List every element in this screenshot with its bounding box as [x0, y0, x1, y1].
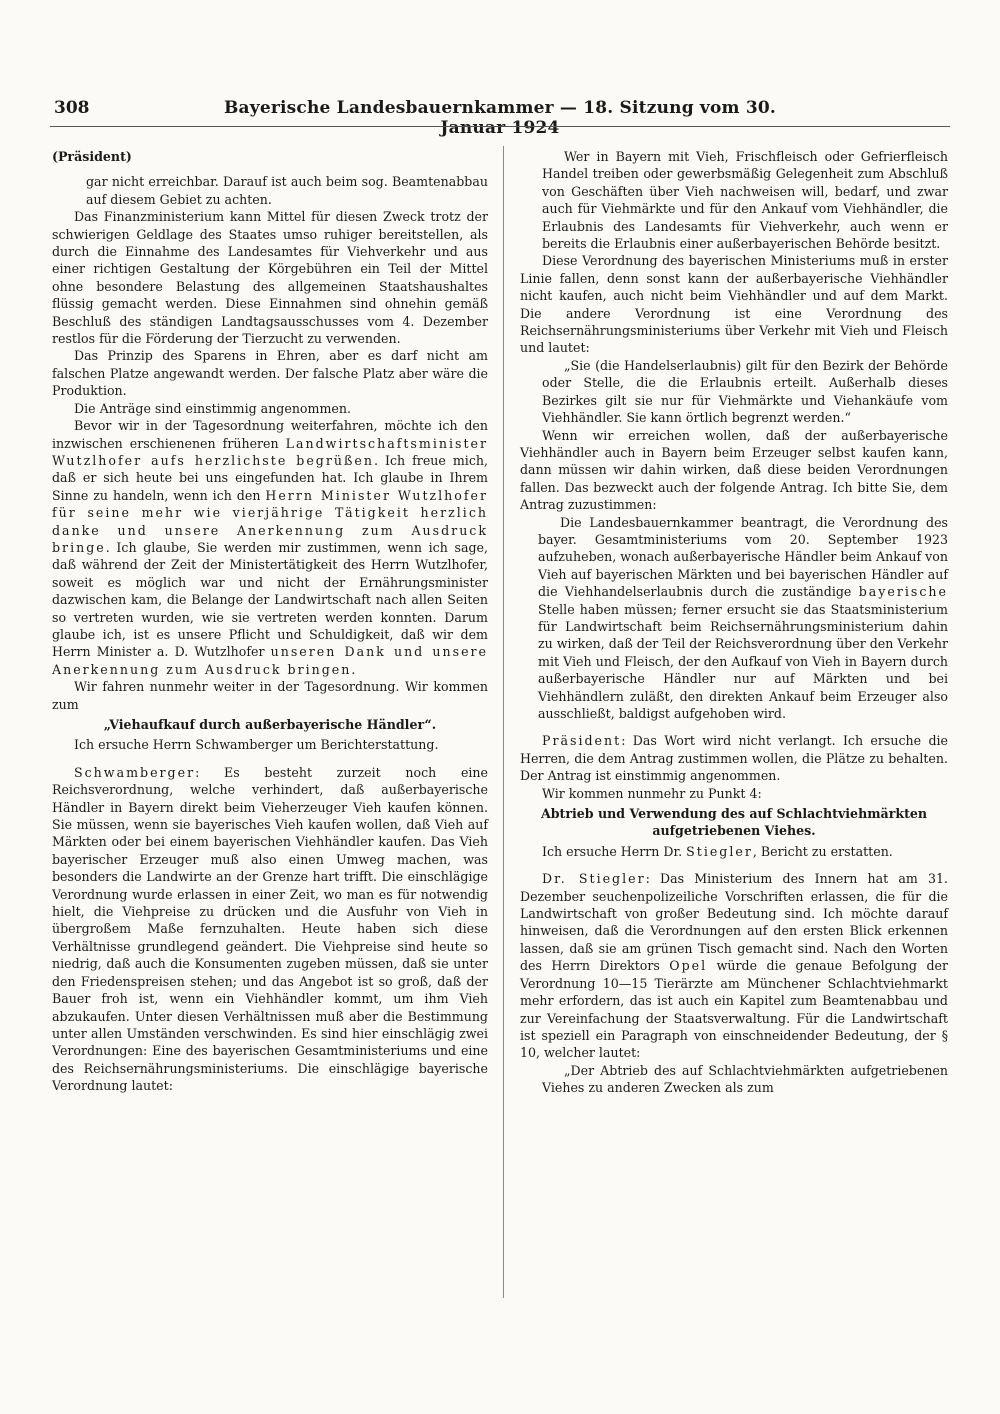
text-run: würde die genaue Befolgung der Verordnung 10—15 Tierärzte am Münchener Schlachtviehmarkt mehr erfordern, das ist auch ein Kapitel zum Beamtenabbau und zur Vereinfachung der Staatsverwaltung. Für die Landwirtschaft ist speziell ein Paragraph von einschneidender Bedeutung, der § 10, welcher lautet:	[520, 958, 948, 1061]
right-column	[520, 148, 948, 1097]
quoted-ordinance: Wer in Bayern mit Vieh, Frischfleisch oder Gefrierfleisch Handel treiben oder gewerbsmäßig Gelegenheit zum Abschluß von Geschäften über Vieh nachweisen will, bedarf, und zwar auch für Viehmärkte und für den Ankauf vom Viehhändler, die Erlaubnis des Landesamts für Viehverkehr, auch wenn er bereits die Erlaubnis einer außerbayerischen Behörde besitzt.	[542, 149, 948, 252]
motion-text	[520, 514, 948, 723]
text-run: Die Landesbauernkammer beantragt, die Verordnung des bayer. Gesamtministeriums vom 20. September 1923 aufzuheben, wonach außerbayerische Händler beim Ankauf von Vieh auf bayerischen Märkten und bei bayerischen Händler auf die Viehhandelserlaubnis durch die zuständige	[538, 514, 948, 600]
page-number: 308	[54, 98, 90, 118]
quoted-paragraph: „Der Abtrieb des auf Schlachtviehmärkten aufgetriebenen Viehes zu anderen Zwecken als zum	[542, 1062, 948, 1096]
speaker-tag: (Präsident)	[52, 149, 132, 164]
paragraph-speech	[520, 732, 948, 784]
paragraph: Wir kommen nunmehr zu Punkt 4:	[542, 785, 762, 801]
paragraph: Die Anträge sind einstimmig angenommen.	[74, 400, 351, 416]
quoted-ordinance: „Sie (die Handelserlaubnis) gilt für den Bezirk der Behörde oder Stelle, die die Erlaubnis erteilt. Außerhalb dieses Bezirkes gilt sie nur für Viehmärkte und Viehankäufe vom Viehhändler. Sie kann örtlich begrenzt werden.“	[542, 357, 948, 426]
paragraph-greeting	[52, 417, 488, 678]
paragraph: Wenn wir erreichen wollen, daß der außerbayerische Viehhändler auch in Bayern beim Erzeuger selbst kaufen kann, dann müssen wir dahin wirken, daß diese beiden Verordnungen fallen. Das bezweckt auch der folgende Antrag. Ich bitte Sie, dem Antrag zuzustimmen:	[520, 427, 948, 513]
running-head: Bayerische Landesbauernkammer — 18. Sitzung vom 30. Januar 1924	[223, 98, 777, 138]
paragraph-continuation: gar nicht erreichbar. Darauf ist auch beim sog. Beamtenabbau auf diesem Gebiet zu achten.	[86, 174, 488, 207]
paragraph: Diese Verordnung des bayerischen Ministeriums muß in erster Linie fallen, denn sonst kann der außerbayerische Viehhändler nicht kaufen, auch nicht beim Viehhändler und auf dem Markt. Die andere Verordnung ist eine Verordnung des Reichsernährungsministeriums über Verkehr mit Vieh und Fleisch und lautet:	[520, 253, 948, 356]
text-run: : Das Wort wird nicht verlangt. Ich ersuche die Herren, die dem Antrag zustimmen wollen, die Plätze zu behalten. Der Antrag ist einstimmig angenommen.	[520, 733, 948, 784]
spaced-text: Opel	[669, 958, 708, 974]
spaced-text: unseren Dank und unsere Anerkennung zum Ausdruck bringen	[52, 644, 488, 677]
paragraph: Wir fahren nunmehr weiter in der Tagesordnung. Wir kommen zum	[52, 679, 488, 712]
agenda-heading: Abtrieb und Verwendung des auf Schlachtviehmärkten aufgetriebenen Viehes.	[540, 806, 928, 839]
text-run: Bevor wir in der Tagesordnung weiterfahren, möchte ich den inzwischen erschienenen früheren	[52, 418, 488, 451]
spaced-text: Landwirtschaftsminister Wutzlhofer aufs herzlichste begrüßen	[52, 435, 488, 468]
spaced-text: Herrn Minister Wutzlhofer für seine mehr wie vierjährige Tätigkeit herzlich danke und unsere Anerkennung zum Ausdruck bringe	[52, 487, 488, 555]
paragraph: Das Prinzip des Sparens in Ehren, aber es darf nicht am falschen Platze angewandt werden. Der falsche Platz aber wäre die Produktion.	[52, 348, 488, 399]
speaker-name: Dr. Stiegler	[542, 871, 646, 887]
paragraph: Ich ersuche Herrn Schwamberger um Berichterstattung.	[74, 737, 439, 753]
text-run: . Ich glaube, Sie werden mir zustimmen, wenn ich sage, daß während der Zeit der Ministertätigkeit des Herrn Wutzlhofer, soweit es möglich war und nicht der Ernährungsminister dazwischen kam, die Belange der Landwirtschaft nach allen Seiten so vertreten wurden, wie sie vertreten werden konnten. Darum glaube ich, ist es unsere Pflicht und Schuldigkeit, daß wir dem Herrn Minister a. D. Wutzlhofer	[52, 539, 488, 660]
speaker-name: Schwamberger	[74, 764, 196, 780]
text-run: : Das Ministerium des Innern hat am 31. Dezember seuchenpolizeiliche Vorschriften erlassen, die für die Landwirtschaft von großer Bedeutung sind. Ich möchte darauf hinweisen, daß die Verordnungen auf den ersten Blick erkennen lassen, daß sie am grünen Tisch gemacht sind. Nach den Worten des Herrn Direktors	[520, 871, 948, 974]
column-divider	[503, 146, 504, 1298]
text-run: Stelle haben müssen; ferner ersucht sie das Staatsministerium für Landwirtschaft beim Reichsernährungsministerium dahin zu wirken, daß der Teil der Reichsverordnung über den Verkehr mit Vieh und Fleisch, der den Aufkauf von Vieh in Bayern durch außerbayerische Händler nur auf Märkten und bei Viehhändlern zuläßt, den direkten Ankauf beim Erzeuger also ausschließt, baldigst aufgehoben wird.	[538, 601, 948, 721]
paragraph-speech	[52, 764, 488, 1095]
header-rule	[50, 126, 950, 127]
text-run: .	[351, 661, 356, 677]
spaced-text: Stiegler	[686, 843, 753, 859]
agenda-heading: „Viehaufkauf durch außerbayerische Händler“.	[103, 717, 437, 732]
text-run: : Es besteht zurzeit noch eine Reichsverordnung, welche verhindert, daß außerbayerische Händler in Bayern direkt beim Vieherzeuger Vieh kaufen können. Sie müssen, wenn sie bayerisches Vieh kaufen wollen, daß Vieh auf Märkten oder bei einem bayerischen Viehhändler kaufen. Das Vieh bayerischer Erzeuger muß also einen Umweg machen, was besonders die Landwirte an der Grenze hart trifft. Die einschlägige Verordnung wurde erlassen in einer Zeit, wo man es für notwendig hielt, die Viehpreise zu drücken und die Ausfuhr von Vieh in übergroßem Maße fernzuhalten. Heute haben sich diese Verhältnisse grundlegend geändert. Die Viehpreise sind heute so niedrig, daß auch die Konsumenten zugeben müssen, daß sie unter den Friedenspreisen stehen; und das Angebot ist so groß, daß der Bauer froh ist, wenn ein Viehhändler kommt, um ihm Vieh abzukaufen. Unter diesen Verhältnissen muß aber die Bestimmung unter allen Umständen verschwinden. Es sind hier einschlägig zwei Verordnungen: Eine des bayerischen Gesamtministeriums und eine des Reichsernährungsministeriums. Die einschlägige bayerische Verordnung lautet:	[52, 764, 488, 1094]
text-run: . Ich freue mich, daß er sich heute bei uns eingefunden hat. Ich glaube in Ihrem Sinne zu handeln, wenn ich den	[52, 452, 488, 503]
spaced-text: bayerische	[858, 584, 948, 600]
paragraph-speech	[520, 870, 948, 1061]
paragraph: Das Finanzministerium kann Mittel für diesen Zweck trotz der schwierigen Geldlage des Staates umso ruhiger bereitstellen, als durch die Einnahme des Landesamtes für Viehverkehr und aus einer richtigen Gestaltung der Körgebühren ein Teil der Mittel ohne besondere Belastung des allgemeinen Staatshaushaltes flüssig gemacht werden. Diese Einnahmen sind ohnehin gemäß Beschluß des ständigen Landtagsausschusses vom 4. Dezember restlos für die Förderung der Tierzucht zu verwenden.	[52, 209, 488, 347]
paragraph	[520, 843, 948, 860]
speaker-name: Präsident	[542, 733, 622, 749]
text-run: , Bericht zu erstatten.	[752, 843, 893, 859]
text-run: Ich ersuche Herrn Dr.	[542, 843, 687, 859]
left-column	[52, 148, 488, 1095]
